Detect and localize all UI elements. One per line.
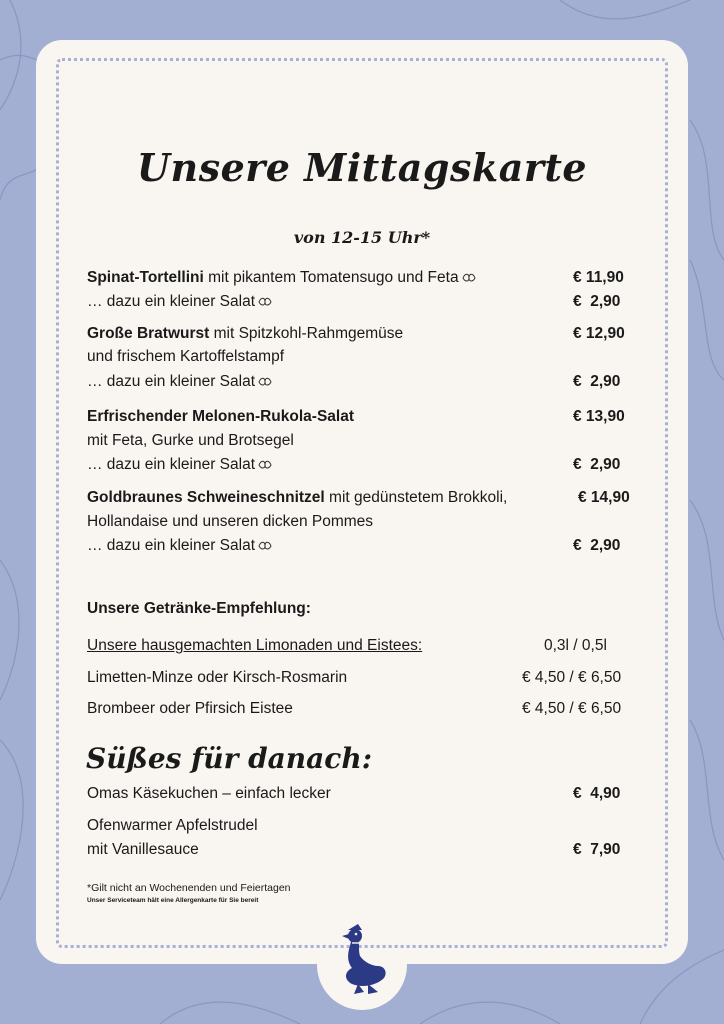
dish-1-price: € 11,90 xyxy=(573,269,624,286)
footnote: *Gilt nicht an Wochenenden und Feiertagen xyxy=(87,882,291,894)
dish-2-line xyxy=(87,323,403,344)
dish-4-desc2: Hollandaise und unseren dicken Pommes xyxy=(87,513,374,530)
dish-4-name: Goldbraunes Schweineschnitzel xyxy=(87,489,325,506)
side-salad-label: … dazu ein kleiner Salat xyxy=(87,456,256,473)
side-salad-label: … dazu ein kleiner Salat xyxy=(87,373,256,390)
dish-2-desc2: und frischem Kartoffelstampf xyxy=(87,348,284,365)
dessert-2-name: Ofenwarmer Apfelstrudel xyxy=(87,817,258,834)
dish-3-desc2: mit Feta, Gurke und Brotsegel xyxy=(87,432,294,449)
dish-4-line xyxy=(87,487,507,508)
drinks-subheading: Unsere hausgemachten Limonaden und Eistees: xyxy=(87,637,423,654)
drink-1-name: Limetten-Minze oder Kirsch-Rosmarin xyxy=(87,669,348,686)
dish-1-line xyxy=(87,267,476,288)
menu-title: Unsere Mittagskarte xyxy=(136,145,588,190)
dish-4-price: € 14,90 xyxy=(578,489,630,506)
leaf-icon xyxy=(258,460,272,470)
dessert-1-price: € 4,90 xyxy=(573,785,621,802)
dish-1-side xyxy=(87,291,272,312)
drink-2-name: Brombeer oder Pfirsich Eistee xyxy=(87,700,293,717)
side-salad-label: … dazu ein kleiner Salat xyxy=(87,537,256,554)
menu-subtitle: von 12-15 Uhr* xyxy=(293,228,431,247)
dish-2-desc: mit Spitzkohl-Rahmgemüse xyxy=(209,325,404,342)
dish-2-side xyxy=(87,371,272,392)
dish-2-side-price: € 2,90 xyxy=(573,373,621,390)
dessert-2-name2: mit Vanillesauce xyxy=(87,841,199,858)
allergen-note: Unser Serviceteam hält eine Allergenkarte für Sie bereit xyxy=(87,897,259,904)
side-salad-label: … dazu ein kleiner Salat xyxy=(87,293,256,310)
dish-3-price: € 13,90 xyxy=(573,408,625,425)
dish-3-line xyxy=(87,406,354,427)
dish-4-desc: mit gedünstetem Brokkoli, xyxy=(324,489,508,506)
dish-2-name: Große Bratwurst xyxy=(87,325,210,342)
dish-2-price: € 12,90 xyxy=(573,325,625,342)
drinks-sizes: 0,3l / 0,5l xyxy=(544,637,607,654)
leaf-icon xyxy=(258,377,272,387)
dessert-2-price: € 7,90 xyxy=(573,841,621,858)
leaf-icon xyxy=(258,541,272,551)
dish-1-desc: mit pikantem Tomatensugo und Feta xyxy=(203,269,459,286)
dessert-1-name: Omas Käsekuchen – einfach lecker xyxy=(87,785,331,802)
dish-3-name: Erfrischender Melonen-Rukola-Salat xyxy=(87,408,355,425)
drink-1-price: € 4,50 / € 6,50 xyxy=(522,669,622,686)
duck-logo-icon xyxy=(338,922,390,996)
dish-3-side-price: € 2,90 xyxy=(573,456,621,473)
drinks-heading: Unsere Getränke-Empfehlung: xyxy=(87,600,311,617)
leaf-icon xyxy=(462,273,476,283)
dish-1-name: Spinat-Tortellini xyxy=(87,269,204,286)
dish-4-side xyxy=(87,535,272,556)
desserts-heading: Süßes für danach: xyxy=(86,742,373,775)
drink-2-price: € 4,50 / € 6,50 xyxy=(522,700,622,717)
dish-4-side-price: € 2,90 xyxy=(573,537,621,554)
dish-1-side-price: € 2,90 xyxy=(573,293,621,310)
leaf-icon xyxy=(258,297,272,307)
dish-3-side xyxy=(87,454,272,475)
